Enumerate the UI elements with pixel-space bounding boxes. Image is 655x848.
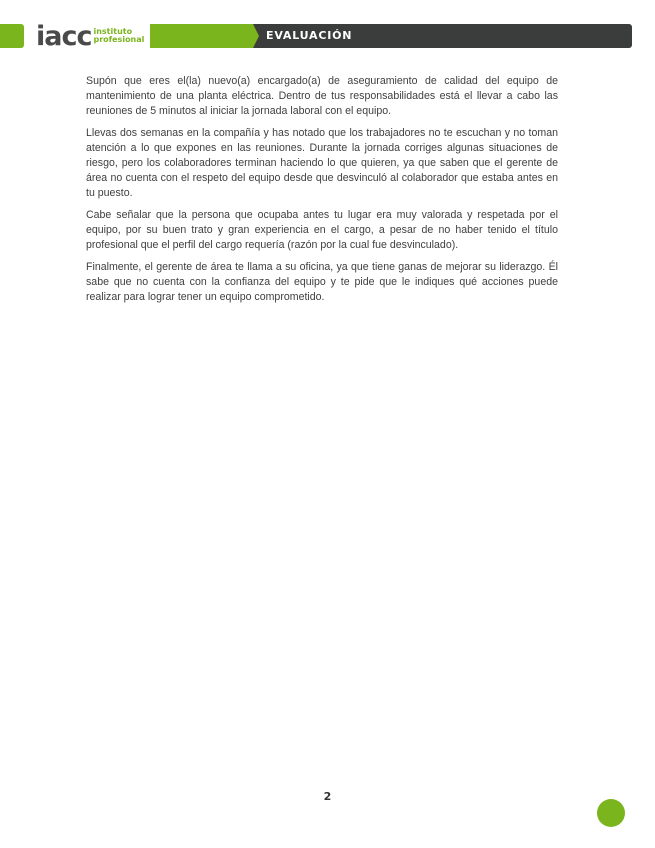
page-title: EVALUACIÓN <box>266 29 353 42</box>
header-bar <box>150 24 632 48</box>
paragraph-3: Cabe señalar que la persona que ocupaba antes tu lugar era muy valorada y respetada por el equipo, por su buen trato y gran experiencia en el cargo, a pesar de no haber tenido el título profesional que el perfil del cargo requería (razón por la cual fue desvinculado). <box>86 209 558 251</box>
logo-mark: iacc <box>36 20 92 52</box>
left-green-tab <box>0 24 24 48</box>
paragraph-1: Supón que eres el(la) nuevo(a) encargado(a) de aseguramiento de calidad del equipo de mantenimiento de una planta eléctrica. Dentro de tus responsabilidades está el llevar a cabo las reuniones de 5 minutos al iniciar la jornada laboral con el equipo. <box>86 75 558 117</box>
logo-subtitle-line1: instituto <box>93 26 133 36</box>
footer-green-dot <box>597 799 625 827</box>
document-body <box>86 74 558 312</box>
paragraph-2: Llevas dos semanas en la compañía y has notado que los trabajadores no te escuchan y no toman atención a lo que expones en las reuniones. Durante la jornada corriges algunas situaciones de riesgo, pero los colaboradores terminan haciendo lo que quieren, ya que saben que el gerente de área no cuenta con el respeto del equipo desde que desvinculó al colaborador que estaba antes en tu puesto. <box>86 127 558 199</box>
paragraph-4: Finalmente, el gerente de área te llama a su oficina, ya que tiene ganas de mejorar su liderazgo. Él sabe que no cuenta con la confianza del equipo y te pide que le indiques qué acciones puede realizar para lograr tener un equipo comprometido. <box>86 261 558 303</box>
header-green-segment <box>150 24 253 48</box>
page-number: 2 <box>323 790 332 803</box>
header-arrow-notch <box>253 24 259 48</box>
logo-subtitle-line2: profesional <box>93 35 145 44</box>
iacc-logo <box>36 22 144 50</box>
logo-subtitle <box>93 28 144 45</box>
